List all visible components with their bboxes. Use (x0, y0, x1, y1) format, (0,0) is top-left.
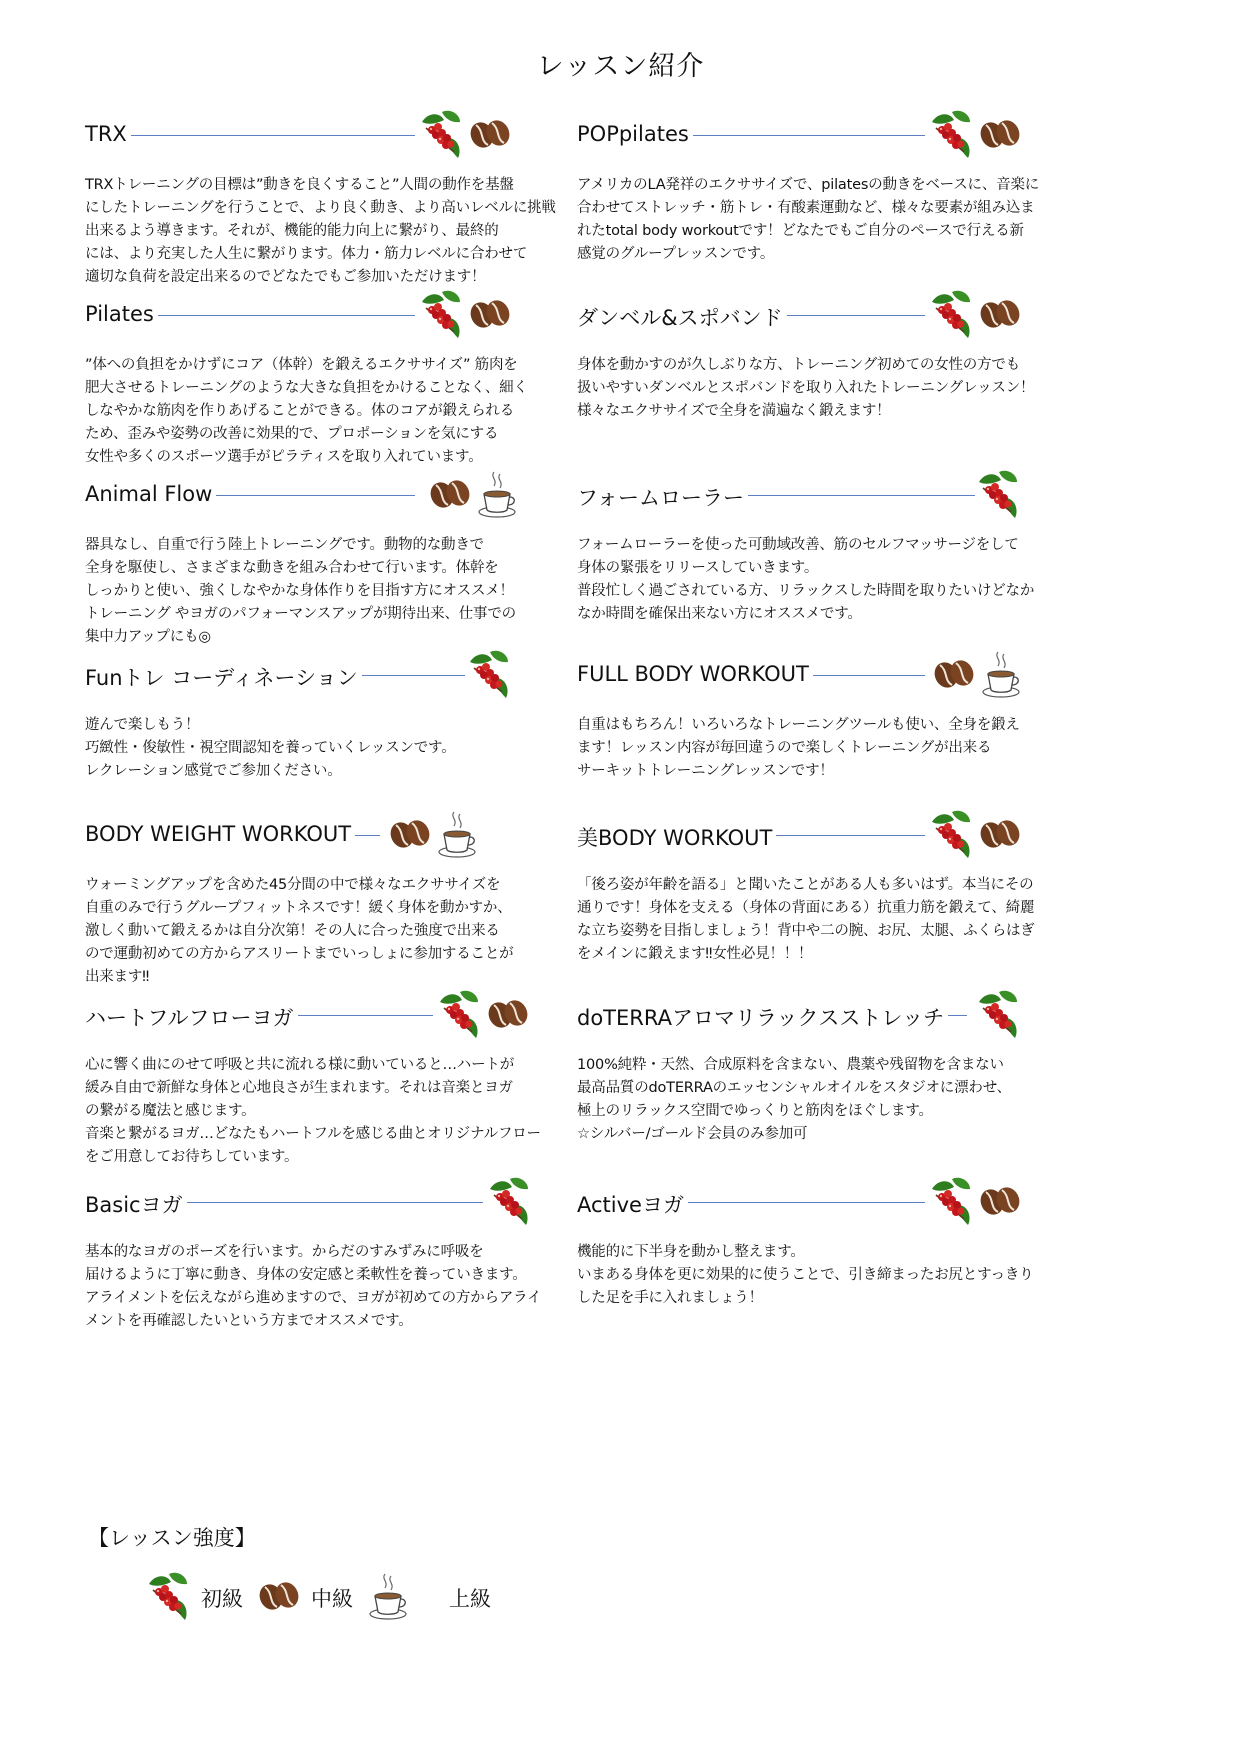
intensity-icons (975, 990, 1021, 1042)
coffee-bean-icon (978, 1184, 1022, 1222)
lesson-name: ダンベル&スポバンド (577, 302, 787, 332)
lesson-card (577, 996, 1077, 1146)
lesson-card (85, 116, 585, 289)
intensity-icons (486, 1177, 532, 1229)
lesson-name: FULL BODY WORKOUT (577, 662, 813, 686)
intensity-icons (428, 470, 518, 522)
lesson-description: 器具なし、自重で行う陸上トレーニングです。動物的な動きで 全身を駆使し、さまざまな動きを組み合わせて行います。体幹を しっかりと使い、強くしなやかな身体作りを目指す方にオススメ！ トレーニング やヨガのパフォーマンスアップが期待出来、仕事での 集中力アップにも◎ (85, 537, 516, 645)
coffee-bean-icon (932, 657, 976, 695)
lesson-description: 「後ろ姿が年齢を語る」と聞いたことがある人も多いはず。本当にその 通りです！身体を支える（身体の背面にある）抗重力筋を鍛えて、綺麗 な立ち姿勢を目指しましょう！背中や二の腕、お尻、太腿、ふくらはぎ をメインに鍛えます‼︎女性必見！！！ (577, 877, 1035, 962)
coffee-cherry-icon (975, 988, 1021, 1044)
lesson-description: 基本的なヨガのポーズを行います。からだのすみずみに呼吸を 届けるように丁寧に動き、身体の安定感と柔軟性を養っていきます。 アライメントを伝えながら進めますので、ヨガが初めての方からアライ メントを再確認したいという方までオススメです。 (85, 1244, 542, 1329)
page-title: レッスン紹介 (536, 51, 705, 82)
coffee-bean-icon (978, 297, 1022, 335)
lesson-description: アメリカのLA発祥のエクササイズで、pilatesの動きをベースに、音楽に 合わせてストレッチ・筋トレ・有酸素運動など、様々な要素が組み込ま れたtotal body workoutです！どなたでもご自分のペースで行える新 感覚のグループレッスンです。 (577, 177, 1040, 262)
intensity-icons (932, 650, 1022, 702)
title-rule (85, 135, 415, 136)
coffee-cherry-icon (436, 988, 482, 1044)
lesson-card (577, 1183, 1077, 1310)
lesson-description: 身体を動かすのが久しぶりな方、トレーニング初めての女性の方でも 扱いやすいダンベルとスポバンドを取り入れたトレーニングレッスン！ 様々なエクササイズで全身を満遍なく鍛えます！ (577, 357, 1035, 419)
lesson-description: ”体への負担をかけずにコア（体幹）を鍛えるエクササイズ” 筋肉を 肥大させるトレーニングのような大きな負担をかけることなく、細く しなやかな筋肉を作りあげることができる。体のコアが鍛えられる ため、歪みや姿勢の改善に効果的で、プロポーションを気にする 女性や多くのスポーツ選手がピラティスを取り入れています。 (85, 357, 528, 465)
legend-title: 【レッスン強度】 (88, 1526, 256, 1550)
coffee-bean-icon (486, 997, 530, 1035)
coffee-cherry-icon (418, 108, 464, 164)
lesson-card (85, 476, 585, 649)
coffee-bean-icon (257, 1579, 301, 1617)
intensity-icons (436, 990, 530, 1042)
coffee-bean-icon (468, 297, 512, 335)
lesson-card (577, 656, 1077, 783)
lesson-name: ハートフルフローヨガ (85, 1002, 298, 1032)
lesson-name: Basicヨガ (85, 1189, 187, 1219)
legend-label: 初級 (201, 1587, 243, 1611)
lesson-card (85, 1183, 585, 1333)
intensity-icons (975, 470, 1021, 522)
legend-label: 上級 (449, 1587, 491, 1611)
coffee-cherry-icon (486, 1175, 532, 1231)
lesson-name: POPpilates (577, 122, 693, 146)
coffee-bean-icon (388, 817, 432, 855)
lesson-description: 100%純粋・天然、合成原料を含まない、農薬や残留物を含まない 最高品質のdoTERRAのエッセンシャルオイルをスタジオに漂わせ、 極上のリラックス空間でゆっくりと筋肉をほぐします。 ☆シルバー/ゴールド会員のみ参加可 (577, 1057, 1011, 1142)
lesson-card (85, 656, 585, 783)
lesson-name: フォームローラー (577, 482, 748, 512)
lesson-card (577, 116, 1077, 266)
intensity-icons (928, 810, 1022, 862)
coffee-cherry-icon (418, 288, 464, 344)
intensity-icons (418, 110, 512, 162)
lesson-card (577, 296, 1077, 423)
lesson-description: フォームローラーを使った可動域改善、筋のセルフマッサージをして 身体の緊張をリリースしていきます。 普段忙しく過ごされている方、リラックスした時間を取りたいけどなか なか時間を確保出来ない方にオススメです。 (577, 537, 1035, 622)
coffee-bean-icon (978, 817, 1022, 855)
lesson-card (577, 816, 1077, 966)
lesson-card (85, 816, 585, 989)
intensity-legend (145, 1570, 505, 1626)
coffee-cherry-icon (975, 468, 1021, 524)
intensity-icons (388, 810, 478, 862)
intensity-icons (928, 290, 1022, 342)
lesson-description: 心に響く曲にのせて呼吸と共に流れる様に動いていると…ハートが 緩み自由で新鮮な身体と心地良さが生まれます。それは音楽とヨガ の繋がる魔法と感じます。 音楽と繋がるヨガ…どなたもハートフルを感じる曲とオリジナルフロー をご用意してお待ちしています。 (85, 1057, 541, 1165)
lesson-card (85, 296, 585, 469)
coffee-bean-icon (978, 117, 1022, 155)
legend-label: 中級 (311, 1587, 353, 1611)
coffee-bean-icon (428, 477, 472, 515)
coffee-cherry-icon (928, 1175, 974, 1231)
lesson-name: BODY WEIGHT WORKOUT (85, 822, 355, 846)
coffee-bean-icon (468, 117, 512, 155)
coffee-cup-icon (436, 808, 478, 864)
lesson-name: Funトレ コーディネーション (85, 662, 362, 692)
coffee-cherry-icon (928, 288, 974, 344)
lesson-description: ウォーミングアップを含めた45分間の中で様々なエクササイズを 自重のみで行うグループフィットネスです！緩く身体を動かすか、 激しく動いて鍛えるかは自分次第！その人に合った強度で出来る ので運動初めての方からアスリートまでいっしょに参加することが 出来ます‼︎ (85, 877, 514, 985)
coffee-cherry-icon (928, 808, 974, 864)
lesson-card (85, 996, 585, 1169)
lesson-description: TRXトレーニングの目標は”動きを良くすること”人間の動作を基盤 にしたトレーニングを行うことで、より良く動き、より高いレベルに挑戦 出来るよう導きます。それが、機能的能力向上に繋がり、最終的 には、より充実した人生に繋がります。体力・筋力レベルに合わせて 適切な負荷を設定出来るのでどなたでもご参加いただけます！ (85, 177, 556, 285)
intensity-icons (466, 650, 512, 702)
lesson-name: TRX (85, 122, 131, 146)
coffee-cherry-icon (466, 648, 512, 704)
intensity-icons (928, 110, 1022, 162)
coffee-cherry-icon (928, 108, 974, 164)
lesson-description: 遊んで楽しもう！ 巧緻性・俊敏性・視空間認知を養っていくレッスンです。 レクレーション感覚でご参加ください。 (85, 717, 456, 779)
lesson-name: Pilates (85, 302, 158, 326)
intensity-icons (928, 1177, 1022, 1229)
lesson-card (577, 476, 1077, 626)
lesson-name: Activeヨガ (577, 1189, 688, 1219)
lesson-description: 機能的に下半身を動かし整えます。 いまある身体を更に効果的に使うことで、引き締まったお尻とすっきり した足を手に入れましょう！ (577, 1244, 1034, 1306)
lesson-description: 自重はもちろん！いろいろなトレーニングツールも使い、全身を鍛え ます！レッスン内容が毎回違うので楽しくトレーニングが出来る サーキットトレーニングレッスンです！ (577, 717, 1020, 779)
lesson-name: Animal Flow (85, 482, 216, 506)
lesson-name: doTERRAアロマリラックスストレッチ (577, 1002, 948, 1032)
intensity-icons (418, 290, 512, 342)
coffee-cup-icon (476, 468, 518, 524)
lesson-name: 美BODY WORKOUT (577, 822, 776, 852)
coffee-cup-icon (980, 648, 1022, 704)
coffee-cherry-icon (145, 1570, 191, 1626)
coffee-cup-icon (367, 1570, 409, 1626)
